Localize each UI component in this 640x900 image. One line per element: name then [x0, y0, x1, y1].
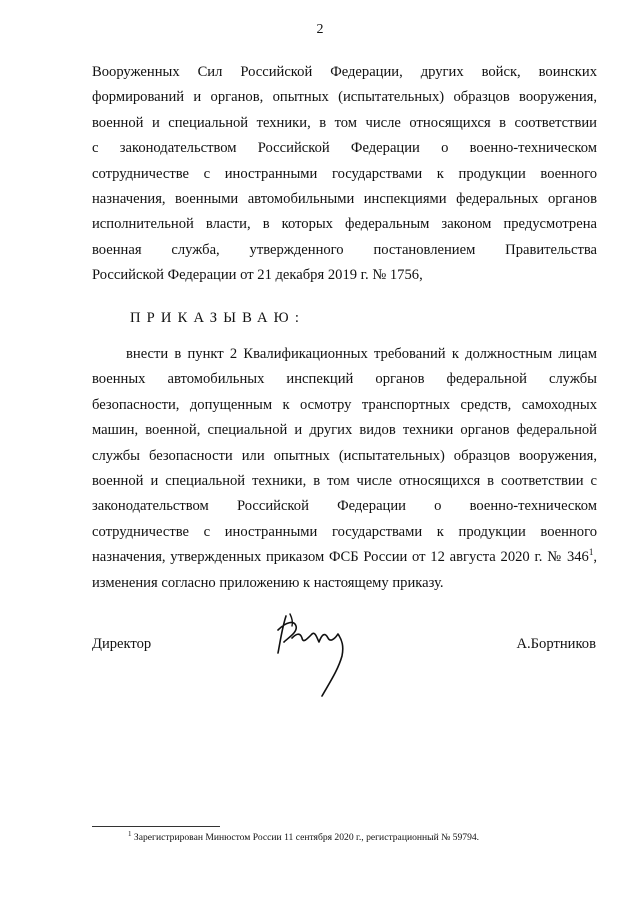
text-line: исполнительной власти, в которых федеральным законом предусмотрена	[92, 216, 597, 233]
text-line: Российской Федерации от 21 декабря 2019 г. № 1756,	[92, 267, 423, 284]
paragraph-order-body	[92, 342, 597, 596]
text-line: военной и специальной техники, в том числе относящихся в соответствии с	[92, 472, 597, 489]
text-line: службы безопасности или опытных (испытательных) образцов вооружения,	[92, 447, 597, 464]
page-number: 2	[316, 22, 324, 37]
footnote-number: 1	[128, 829, 132, 838]
text-line: машин, военной, специальной и других видов техники органов федеральной	[92, 422, 597, 439]
handwritten-signature	[272, 608, 362, 703]
text-line: назначения, военными автомобильными инспекциями федеральных органов	[92, 190, 597, 207]
signatory-title: Директор	[92, 636, 152, 652]
text-line: законодательством Российской Федерации о военно-техническом	[92, 498, 597, 515]
footnote-text: Зарегистрирован Минюстом России 11 сентября 2020 г., регистрационный № 59794.	[131, 832, 480, 843]
paragraph-preamble	[92, 60, 597, 289]
text-line: сотрудничестве с иностранными государствами к продукции военного	[92, 165, 597, 182]
text-segment: назначения, утвержденных приказом ФСБ России от 12 августа 2020 г. № 346	[92, 549, 589, 566]
text-line: безопасности, допущенным к осмотру транспортных средств, самоходных	[92, 396, 597, 413]
text-line: военная служба, утвержденного постановлением Правительства	[92, 241, 597, 258]
text-line: формирований и органов, опытных (испытательных) образцов вооружения,	[92, 89, 597, 106]
text-line: военной и специальной техники, в том числе относящихся в соответствии	[92, 114, 597, 131]
text-line: внести в пункт 2 Квалификационных требований к должностным лицам	[126, 346, 597, 362]
footnote-marker: 1	[588, 547, 594, 558]
text-line: Вооруженных Сил Российской Федерации, других войск, воинских	[92, 64, 597, 80]
footnote-divider	[92, 826, 220, 827]
text-segment: ,	[593, 549, 597, 566]
text-line: сотрудничестве с иностранными государствами к продукции военного	[92, 523, 597, 540]
signatory-name: А.Бортников	[516, 636, 596, 652]
text-line-with-footnote	[92, 545, 597, 570]
order-heading: ПРИКАЗЫВАЮ:	[130, 310, 306, 326]
text-line: военных автомобильных инспекций органов федеральной службы	[92, 371, 597, 388]
text-line: изменения согласно приложению к настоящему приказу.	[92, 574, 444, 591]
text-line: с законодательством Российской Федерации о военно-техническом	[92, 140, 597, 157]
footnote	[128, 829, 480, 843]
